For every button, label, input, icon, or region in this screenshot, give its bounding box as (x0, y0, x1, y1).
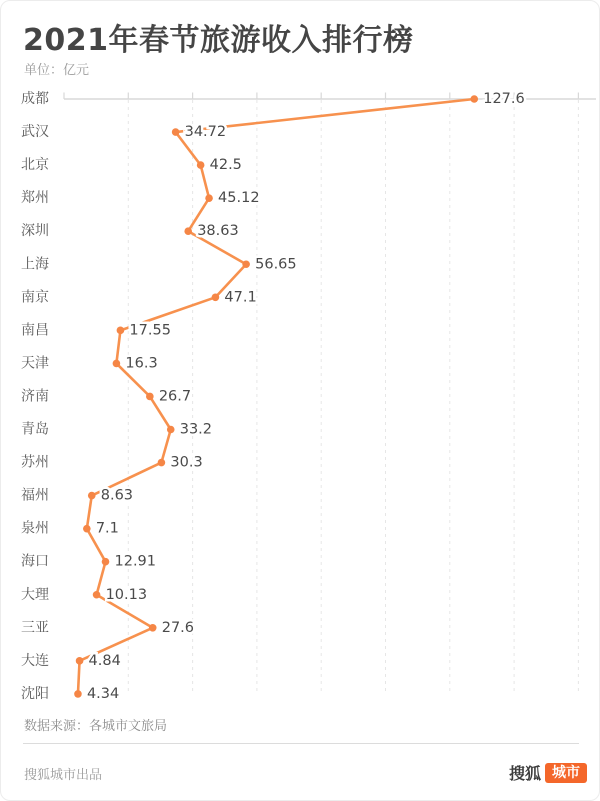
logo-city-badge: 城市 (545, 763, 587, 783)
category-label: 泉州 (21, 520, 49, 537)
divider (23, 743, 579, 744)
value-label: 4.34 (86, 685, 120, 702)
category-label: 武汉 (21, 124, 49, 141)
category-label: 成都 (21, 91, 49, 107)
category-label: 天津 (21, 355, 49, 372)
category-label: 济南 (21, 388, 49, 405)
data-point (102, 558, 110, 566)
revenue-line-chart (1, 89, 600, 709)
data-point (197, 161, 205, 169)
data-point (184, 227, 192, 235)
data-point (76, 657, 84, 665)
logo-sohu-text: 搜狐 (508, 764, 541, 783)
credit-line: 搜狐城市出品 (24, 768, 103, 783)
category-label: 苏州 (21, 454, 49, 471)
data-point (88, 492, 96, 500)
category-label: 上海 (21, 256, 49, 273)
value-label: 127.6 (483, 91, 525, 107)
category-label: 大连 (21, 652, 49, 669)
value-label: 42.5 (209, 157, 242, 174)
sohu-city-logo (509, 761, 587, 784)
category-label: 南京 (21, 289, 49, 306)
value-label: 56.65 (255, 256, 297, 273)
data-source: 数据来源：各城市文旅局 (24, 719, 168, 734)
data-point (212, 294, 220, 302)
value-label: 4.84 (88, 652, 121, 669)
category-label: 海口 (21, 553, 49, 570)
category-label: 三亚 (21, 619, 49, 636)
value-label: 12.91 (114, 553, 157, 570)
data-point (113, 360, 121, 368)
page-title: 2021年春节旅游收入排行榜 (23, 23, 414, 58)
category-label: 郑州 (21, 190, 49, 207)
data-point (83, 525, 91, 533)
value-label: 38.63 (197, 223, 239, 240)
category-label: 沈阳 (21, 685, 49, 702)
category-label: 南昌 (21, 322, 49, 339)
category-label: 北京 (21, 157, 49, 174)
value-label: 16.3 (125, 355, 158, 372)
data-point (205, 194, 213, 202)
category-label: 福州 (21, 487, 49, 504)
category-label: 大理 (21, 586, 49, 603)
data-point (93, 591, 101, 599)
unit-label: 单位：亿元 (24, 63, 90, 78)
category-label: 青岛 (21, 421, 49, 438)
value-label: 34.72 (184, 124, 227, 141)
data-point (167, 426, 175, 434)
data-point (149, 624, 157, 632)
data-point (242, 260, 250, 268)
value-label: 45.12 (218, 190, 260, 207)
revenue-polyline (78, 99, 474, 694)
value-label: 33.2 (179, 421, 213, 438)
value-label: 17.55 (129, 322, 171, 339)
value-label: 30.3 (170, 454, 203, 471)
value-label: 47.1 (224, 289, 257, 306)
value-label: 10.13 (105, 586, 148, 603)
value-label: 8.63 (100, 487, 134, 504)
data-point (172, 128, 180, 136)
value-label: 7.1 (95, 520, 119, 537)
value-label: 27.6 (161, 619, 195, 636)
value-label: 26.7 (158, 388, 192, 405)
data-point (117, 327, 125, 335)
category-label: 深圳 (21, 223, 49, 240)
data-point (74, 690, 82, 698)
data-point (146, 393, 154, 401)
data-point (158, 459, 166, 467)
data-point (470, 95, 478, 103)
